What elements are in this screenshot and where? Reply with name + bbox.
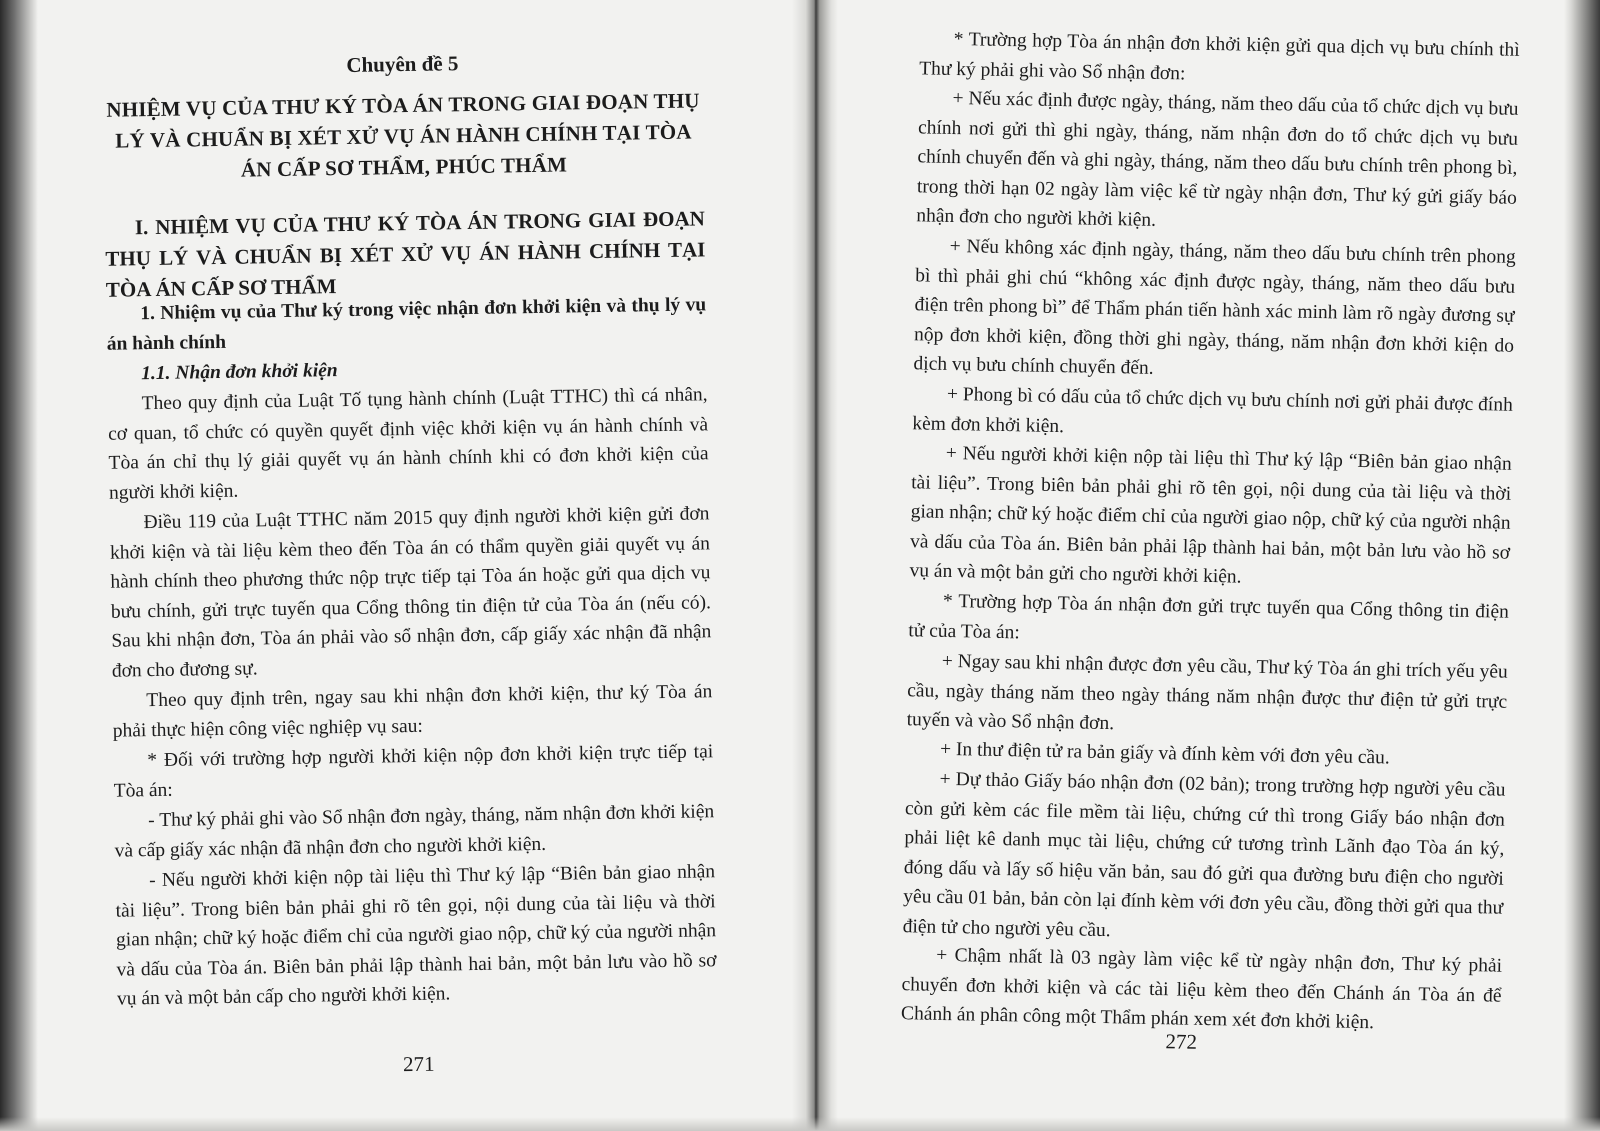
page-number: 272 (1165, 1029, 1198, 1054)
paragraph: Điều 119 của Luật TTHC năm 2015 quy định người khởi kiện gửi đơn khởi kiện và tài liệu kèm theo đến Tòa án có thẩm quyền giải quyết vụ án hành chính theo phương thức nộp trực tiếp tại Tòa án hoặc gửi qua dịch vụ bưu chính, gửi trực tuyến qua Cổng thông tin điện tử của Tòa án (nếu có). Sau khi nhận đơn, Tòa án phải vào sổ nhận đơn, cấp giấy xác nhận đã nhận đơn cho đương sự. (109, 503, 712, 682)
paragraph: + Nếu xác định được ngày, tháng, năm theo dấu của tổ chức dịch vụ bưu chính nơi gửi thì ghi ngày, tháng, năm nhận đơn do tổ chức dịch vụ bưu chính chuyển đến và ghi ngày, tháng, năm theo dấu bưu chính trên phong bì, trong thời hạn 02 ngày làm việc kể từ ngày nhận đơn, Thư ký gửi giấy báo nhận đơn cho người khởi kiện. (916, 87, 1519, 231)
chapter-label: Chuyên đề 5 (346, 51, 459, 77)
left-page (101, 0, 717, 1077)
paragraph: - Nếu người khởi kiện nộp tài liệu thì Thư ký lập “Biên bản giao nhận tài liệu”. Trong biên bản phải ghi rõ tên gọi, nội dung của tài liệu và thời gian nhận; chữ ký hoặc điểm chỉ của người giao nộp, chữ ký của người nhận và dấu của Tòa án. Biên bản phải lập thành hai bản, một bản lưu vào hồ sơ vụ án và một bản cấp cho người khởi kiện. (115, 861, 717, 1010)
paragraph: * Trường hợp Tòa án nhận đơn gửi trực tuyến qua Cổng thông tin điện tử của Tòa án: (908, 590, 1510, 643)
paragraph: + Dự thảo Giấy báo nhận đơn (02 bản); trong trường hợp người yêu cầu còn gửi kèm các file mềm tài liệu, chứng cứ thì trong Giấy báo nhận đơn phải liệt kê danh mục tài liệu, chứng cứ tương trình Lãnh đạo Tòa án ký, đóng dấu và lấy số hiệu văn bản, sau đó gửi qua đường bưu điện cho người yêu cầu 01 bản, bản còn lại đính kèm với đơn yêu cầu, đồng thời gửi qua thư điện tử cho người yêu cầu. (902, 768, 1506, 941)
paragraph: * Trường hợp Tòa án nhận đơn khởi kiện gửi qua dịch vụ bưu chính thì Thư ký phải ghi vào Sổ nhận đơn: (918, 28, 1520, 84)
book-edge-right (1564, 0, 1600, 1131)
paragraph: + Ngay sau khi nhận được đơn yêu cầu, Thư ký Tòa án ghi trích yếu yêu cầu, ngày tháng năm theo ngày tháng năm nhận được thư điện tử gửi trực tuyến và vào Sổ nhận đơn. (906, 650, 1508, 735)
paragraph: + Nếu không xác định ngày, tháng, năm theo dấu bưu chính trên phong bì thì phải ghi chú “không xác định được ngày, tháng, năm theo dấu bưu điện trên phong bì” để Thẩm phán tiến hành xác minh làm rõ ngày đương sự nộp đơn khởi kiện, đồng thời ghi ngày, tháng, năm nhận đơn khởi kiện do dịch vụ bưu chính chuyển đến. (913, 235, 1516, 379)
paragraph: + Chậm nhất là 03 ngày làm việc kể từ ngày nhận đơn, Thư ký phải chuyển đơn khởi kiện và các tài liệu kèm theo đến Chánh án Tòa án để Chánh án phân công một Thẩm phán xem xét đơn khởi kiện. (900, 944, 1503, 1034)
paragraph: * Đối với trường hợp người khởi kiện nộp đơn khởi kiện trực tiếp tại Tòa án: (113, 741, 714, 802)
paragraph: + Nếu người khởi kiện nộp tài liệu thì Thư ký lập “Biên bản giao nhận tài liệu”. Trong biên bản phải ghi rõ tên gọi, nội dung của tài liệu và thời gian nhận; chữ ký hoặc điểm chỉ của người giao nộp, chữ ký của người nhận và dấu của Tòa án. Biên bản phải lập thành hai bản, một bản lưu vào hồ sơ vụ án và một bản gửi cho người khởi kiện. (909, 442, 1512, 588)
paragraph: - Thư ký phải ghi vào Sổ nhận đơn ngày, tháng, năm nhận đơn khởi kiện và cấp giấy xác nhận đã nhận đơn cho người khởi kiện. (114, 801, 715, 862)
book-edge-left (0, 0, 38, 1131)
paragraph: + Phong bì có dấu của tổ chức dịch vụ bưu chính nơi gửi phải được đính kèm đơn khởi kiện. (912, 383, 1514, 437)
right-page (900, 0, 1520, 1054)
paragraph: + In thư điện tử ra bản giấy và đính kèm với đơn yêu cầu. (939, 738, 1390, 769)
section-title: I. NHIỆM VỤ CỦA THƯ KÝ TÒA ÁN TRONG GIAI ĐOẠN THỤ LÝ VÀ CHUẨN BỊ XÉT XỬ VỤ ÁN HÀNH CHÍNH TẠI TÒA ÁN CẤP SƠ THẨM (105, 206, 706, 302)
chapter-main-title: NHIỆM VỤ CỦA THƯ KÝ TÒA ÁN TRONG GIAI ĐOẠN THỤ LÝ VÀ CHUẨN BỊ XÉT XỬ VỤ ÁN HÀNH CHÍNH TẠI TÒA ÁN CẤP SƠ THẨM, PHÚC THẨM (106, 88, 700, 182)
subsubsection-title: 1.1. Nhận đơn khởi kiện (141, 360, 338, 385)
page-number: 271 (402, 1051, 435, 1077)
book-edge-bottom (0, 1117, 1600, 1131)
paragraph: Theo quy định của Luật Tố tụng hành chính (Luật TTHC) thì cá nhân, cơ quan, tổ chức có quyền quyết định việc khởi kiện vụ án hành chính và Tòa án chỉ thụ lý giải quyết vụ án hành chính khi có đơn khởi kiện của người khởi kiện. (107, 384, 709, 504)
book-gutter (792, 0, 838, 1131)
subsection-title: 1. Nhiệm vụ của Thư ký trong việc nhận đơn khởi kiện và thụ lý vụ án hành chính (106, 294, 707, 355)
paragraph: Theo quy định trên, ngay sau khi nhận đơn khởi kiện, thư ký Tòa án phải thực hiện công việc nghiệp vụ sau: (112, 681, 713, 742)
